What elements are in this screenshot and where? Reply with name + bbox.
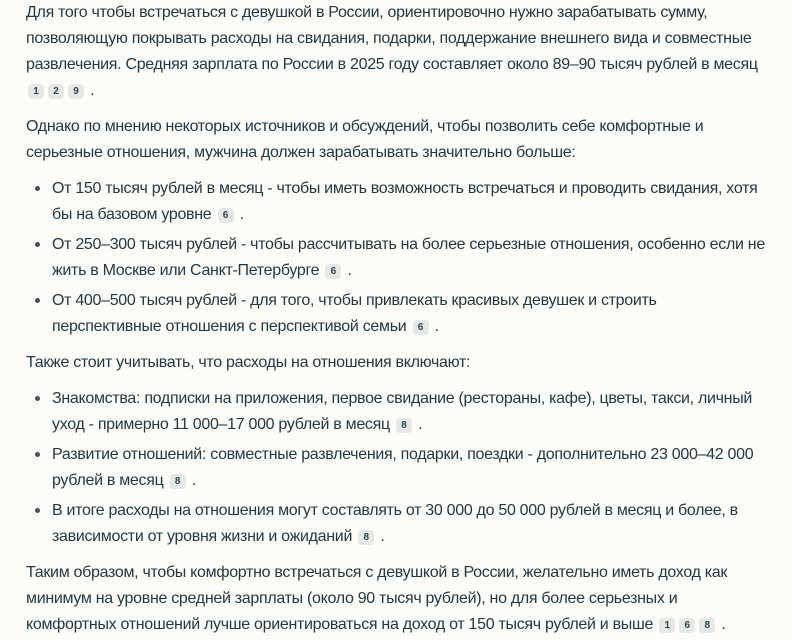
bullet-list [26,176,770,340]
bullet-list [26,386,770,550]
citation-chip[interactable]: 6 [218,208,234,223]
text-run: Таким образом, чтобы комфортно встречаться с девушкой в России, желательно иметь доход как минимум на уровне средней зарплаты (около 90 тысяч рублей), но для более серьезных и комфортных отношений лучше ориентироваться на доход от 150 тысяч рублей и выше [26,564,728,633]
paragraph [26,0,770,104]
citation-chip[interactable]: 9 [68,84,84,99]
text-run: Однако по мнению некоторых источников и обсуждений, чтобы позволить себе комфортные и серьезные отношения, мужчина должен зарабатывать значительно больше: [26,118,704,161]
citation-chip[interactable]: 1 [659,618,675,633]
text-run: В итоге расходы на отношения могут составлять от 30 000 до 50 000 рублей в месяц и более, в зависимости от уровня жизни и ожиданий [52,502,738,545]
text-run: . [187,472,196,489]
citation-chip[interactable]: 8 [358,530,374,545]
citation-chip[interactable]: 8 [699,618,715,633]
text-run: . [414,416,423,433]
paragraph [26,560,770,638]
text-run: Также стоит учитывать, что расходы на отношения включают: [26,354,471,371]
citation-chip[interactable]: 2 [48,84,64,99]
list-item [26,498,770,550]
text-run: . [343,262,352,279]
citation-chip[interactable]: 6 [413,320,429,335]
paragraph [26,114,770,166]
text-run: . [376,528,385,545]
text-run: От 250–300 тысяч рублей - чтобы рассчитывать на более серьезные отношения, особенно если не жить в Москве или Санкт-Петербурге [52,236,765,279]
text-run: Знакомства: подписки на приложения, первое свидание (рестораны, кафе), цветы, такси, личный уход - примерно 11 000–17 000 рублей в месяц [52,390,753,433]
citation-chip[interactable]: 1 [28,84,44,99]
text-run: Развитие отношений: совместные развлечения, подарки, поездки - дополнительно 23 000–42 000 рублей в месяц [52,446,754,489]
list-item [26,442,770,494]
list-item [26,386,770,438]
text-run: От 150 тысяч рублей в месяц - чтобы иметь возможность встречаться и проводить свидания, хотя бы на базовом уровне [52,180,758,223]
citation-chip[interactable]: 8 [170,474,186,489]
citation-chip[interactable]: 6 [679,618,695,633]
paragraph [26,350,770,376]
text-run: От 400–500 тысяч рублей - для того, чтобы привлекать красивых девушек и строить перспективные отношения с перспективой семьи [52,292,657,335]
text-run: . [430,318,439,335]
text-run: . [86,82,95,99]
citation-chip[interactable]: 8 [396,418,412,433]
list-item [26,288,770,340]
list-item [26,176,770,228]
list-item [26,232,770,284]
citation-chip[interactable]: 6 [325,264,341,279]
text-run: . [717,616,726,633]
text-run: . [235,206,244,223]
text-run: Для того чтобы встречаться с девушкой в России, ориентировочно нужно зарабатывать сумму, позволяющую покрывать расходы на свидания, подарки, поддержание внешнего вида и совместные развлечения. Средняя зарплата по России в 2025 году составляет около 89–90 тысяч рублей в месяц [26,4,758,73]
